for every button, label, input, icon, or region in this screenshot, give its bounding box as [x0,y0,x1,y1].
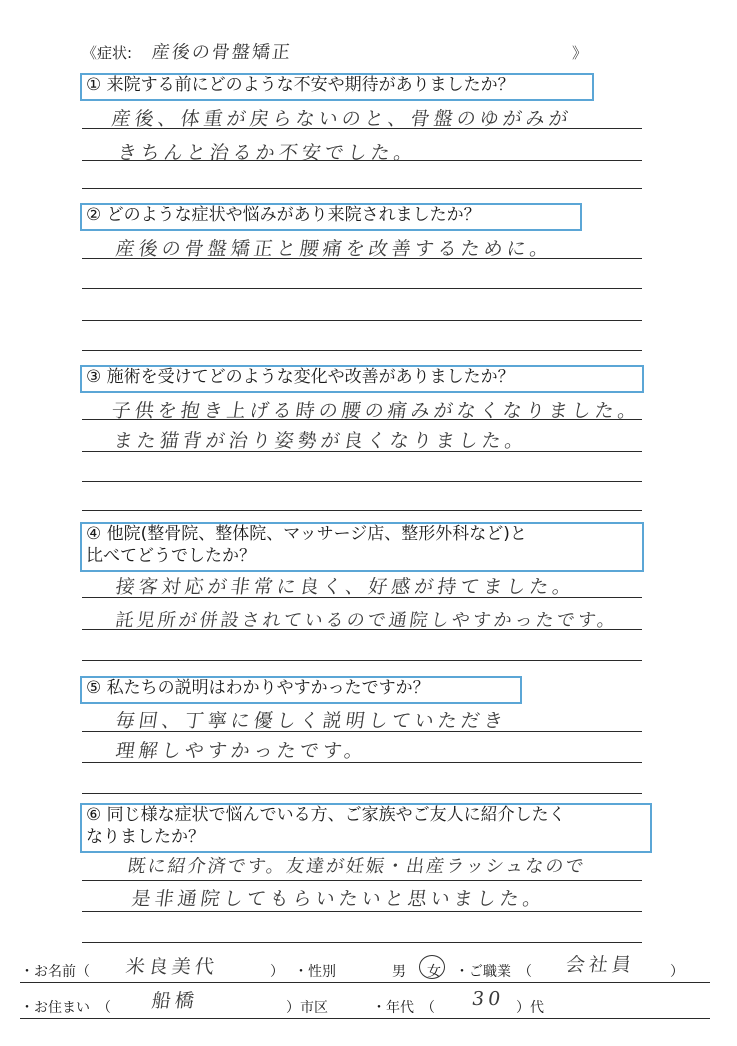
answer-5-line-2: 理解しやすかったです。 [114,740,369,762]
sex-male: 男 [392,964,406,980]
symptom-value: 産後の骨盤矯正 [150,42,293,63]
answer-rule [82,160,642,161]
answer-rule [82,942,642,943]
address-label: ・お住まい （ [20,1000,111,1016]
sex-female: 女 [427,964,441,980]
answer-rule [82,660,642,661]
answer-rule [82,350,642,351]
answer-rule [82,629,642,630]
answer-4-line-1: 接客対応が非常に良く、好感が持てました。 [114,576,577,598]
answer-rule [82,793,642,794]
answer-3-line-2: また猫背が治り姿勢が良くなりました。 [112,430,530,452]
answer-3-line-1: 子供を抱き上げる時の腰の痛みがなくなりました。 [110,400,643,422]
answer-5-line-1: 毎回、丁寧に優しく説明していただき [114,710,509,732]
answer-rule [82,188,642,189]
question-6-text-line-2: なりましたか？ [86,827,205,847]
footer-rule [20,982,710,983]
answer-rule [82,510,642,511]
question-1-text: ① 来院する前にどのような不安や期待がありましたか？ [86,75,515,95]
answer-rule [82,419,642,420]
address-value: 船橋 [150,990,200,1012]
question-5-text: ⑤ 私たちの説明はわかりやすかったですか？ [86,678,430,698]
age-close: ）代 [516,1000,544,1016]
question-4-text: ④ 他院(整骨院、整体院、マッサージ店、整形外科など)と [86,524,527,544]
answer-6-line-1: 既に紹介済です。友達が妊娠・出産ラッシュなので [126,856,587,877]
answer-rule [82,762,642,763]
job-close: ） [670,964,684,980]
question-4-text-line-2: 比べてどうでしたか？ [86,546,256,566]
selected-circle-icon [419,955,445,979]
name-value: 米良美代 [124,956,220,978]
answer-4-line-2: 託児所が併設されているので通院しやすかったです。 [114,610,620,631]
answer-rule [82,451,642,452]
address-close: ）市区 [286,1000,328,1016]
answer-6-line-2: 是非通院してもらいたいと思いました。 [130,888,548,910]
symptom-close-bracket: 》 [572,44,588,62]
answer-1-line-1: 産後、体重が戻らないのと、骨盤のゆがみが [110,108,574,130]
answer-2-line-1: 産後の骨盤矯正と腰痛を改善するために。 [114,238,555,260]
sex-label: ・性別 [294,964,336,980]
age-value: 30 [470,988,506,1010]
answer-rule [82,320,642,321]
name-label: ・お名前（ [20,964,90,980]
job-label: ・ご職業 （ [455,964,532,980]
symptom-header [82,38,588,64]
answer-rule [82,597,642,598]
answer-rule [82,481,642,482]
answer-rule [82,288,642,289]
answer-rule [82,880,642,881]
age-label: ・年代 （ [372,1000,435,1016]
footer-rule [20,1018,710,1019]
name-close: ） [270,964,284,980]
answer-rule [82,731,642,732]
question-3-text: ③ 施術を受けてどのような変化や改善がありましたか？ [86,367,515,387]
question-6-text: ⑥ 同じ様な症状で悩んでいる方、ご家族やご友人に紹介したく [86,805,566,825]
answer-rule [82,258,642,259]
question-2-text: ② どのような症状や悩みがあり来院されましたか？ [86,205,481,225]
job-value: 会社員 [564,954,637,976]
answer-1-line-2: きちんと治るか不安でした。 [116,142,419,164]
answer-rule [82,911,642,912]
answer-rule [82,128,642,129]
symptom-label: 《症状: [82,44,133,62]
